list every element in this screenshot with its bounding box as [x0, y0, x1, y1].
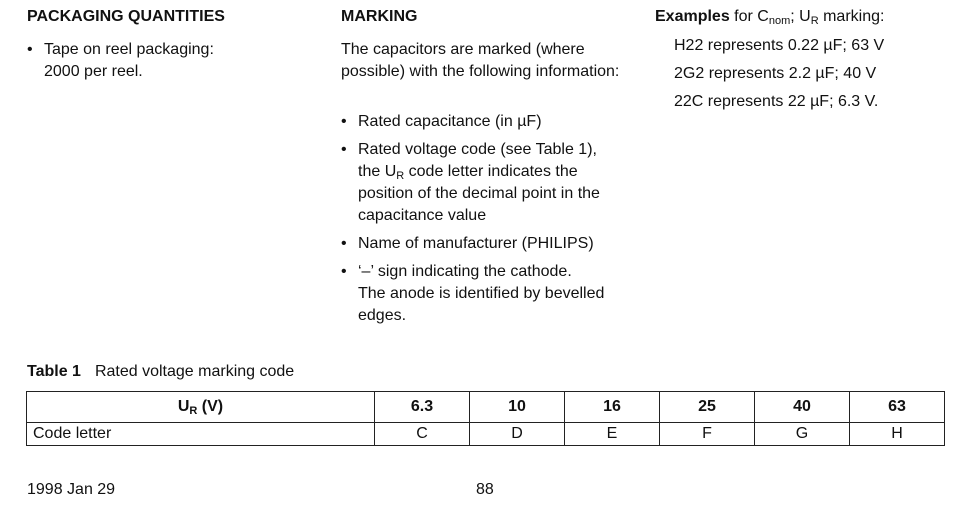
- list-item-line: edges.: [358, 307, 407, 324]
- table-cell: E: [565, 423, 660, 446]
- example-line: 2G2 represents 2.2 µF; 40 V: [674, 65, 877, 82]
- table-caption-label: Table 1: [27, 363, 81, 380]
- footer-date: 1998 Jan 29: [27, 481, 116, 498]
- examples-title: [655, 7, 884, 27]
- table-header-voltage: [27, 392, 375, 423]
- examples-title-text: for C: [729, 8, 769, 25]
- list-item: [341, 233, 641, 255]
- example-line: 22C represents 22 µF; 6.3 V.: [674, 93, 879, 110]
- list-item-line: position of the decimal point in the: [358, 185, 600, 202]
- bullet-icon: •: [341, 113, 347, 130]
- packaging-list: [27, 39, 317, 83]
- list-item: [341, 111, 641, 133]
- list-item: [341, 139, 641, 227]
- table-cell: F: [660, 423, 755, 446]
- table-row-label: Code letter: [27, 423, 375, 446]
- table-header-cell: 63: [850, 392, 945, 423]
- marking-list: [341, 111, 641, 333]
- examples-title-text: ; U: [790, 8, 811, 25]
- example-line: H22 represents 0.22 µF; 63 V: [674, 37, 885, 54]
- list-item-line: Rated voltage code (see Table 1),: [358, 141, 597, 158]
- list-item-line: Tape on reel packaging:: [44, 41, 214, 58]
- table-header-row: [27, 392, 945, 423]
- list-item-line: Rated capacitance (in µF): [358, 113, 542, 130]
- table-cell: H: [850, 423, 945, 446]
- list-item: [27, 39, 317, 83]
- list-item-line: Name of manufacturer (PHILIPS): [358, 235, 594, 252]
- header-subscript: R: [189, 405, 198, 417]
- examples-title-sub: nom: [768, 15, 791, 27]
- packaging-title: PACKAGING QUANTITIES: [27, 8, 225, 25]
- table-cell: C: [375, 423, 470, 446]
- list-item-line: ‘–’ sign indicating the cathode.: [358, 263, 572, 280]
- list-item-line: The anode is identified by bevelled: [358, 285, 605, 302]
- examples-title-sub: R: [810, 15, 819, 27]
- table-cell: G: [755, 423, 850, 446]
- header-symbol: U: [177, 398, 190, 415]
- examples-title-bold: Examples: [655, 8, 730, 25]
- marking-intro: The capacitors are marked (where possible) with the following information:: [341, 41, 620, 80]
- table-caption: [27, 362, 294, 382]
- bullet-icon: •: [341, 263, 347, 280]
- table-header-cell: 6.3: [375, 392, 470, 423]
- bullet-icon: •: [27, 41, 33, 58]
- header-unit: (V): [197, 398, 224, 415]
- bullet-icon: •: [341, 235, 347, 252]
- list-item-line: 2000 per reel.: [44, 63, 143, 80]
- table-header-cell: 40: [755, 392, 850, 423]
- table-row: [27, 423, 945, 446]
- list-item-line: capacitance value: [358, 207, 487, 224]
- marking-title: MARKING: [341, 8, 418, 25]
- examples-title-text: marking:: [818, 8, 885, 25]
- table-header-cell: 10: [470, 392, 565, 423]
- list-item: [341, 261, 641, 327]
- table-caption-text: Rated voltage marking code: [94, 363, 295, 380]
- table-header-cell: 25: [660, 392, 755, 423]
- page-number: 88: [476, 481, 494, 498]
- bullet-icon: •: [341, 141, 347, 158]
- voltage-code-table: [26, 391, 945, 446]
- table-cell: D: [470, 423, 565, 446]
- list-item-line-ur: the UR code letter indicates the: [358, 163, 578, 182]
- table-header-cell: 16: [565, 392, 660, 423]
